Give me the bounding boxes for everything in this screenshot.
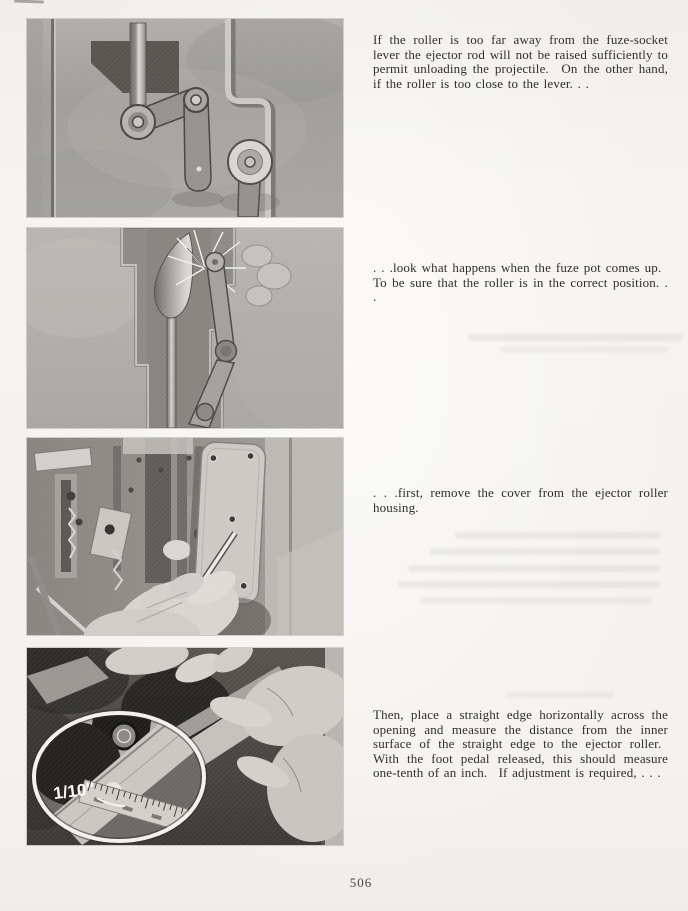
figure-measurement <box>27 648 343 845</box>
print-bleedthrough <box>420 597 652 604</box>
print-bleedthrough <box>468 334 682 341</box>
print-bleedthrough <box>430 548 660 555</box>
caption-remove-cover: . . .first, remove the cover from the ejector roller housing. <box>373 485 668 515</box>
print-bleedthrough <box>398 581 660 588</box>
figure-fuze-pot <box>27 228 343 428</box>
scan-artifact <box>14 0 44 4</box>
print-bleedthrough <box>505 692 615 698</box>
roller-linkage-illustration <box>27 19 343 217</box>
print-bleedthrough <box>455 532 661 539</box>
measurement-photo <box>27 648 343 845</box>
remove-cover-photo <box>27 438 343 635</box>
caption-roller-too-far: If the roller is too far away from the fuze-socket lever the ejector rod will not be raised sufficiently to permit unloading the projectile. On the other hand, if the roller is too close to the lever. . . <box>373 32 668 91</box>
page-number: 506 <box>349 875 373 890</box>
print-bleedthrough <box>408 565 660 572</box>
print-bleedthrough <box>500 346 668 353</box>
fuze-pot-illustration <box>27 228 343 428</box>
figure-roller-linkage <box>27 19 343 217</box>
caption-measure-gap: Then, place a straight edge horizontally across the opening and measure the distance from the inner surface of the straight edge to the ejector roller. With the foot pedal released, this should measure one-tenth of an inch. If adjustment is required, . . . <box>373 707 668 781</box>
figure-remove-cover <box>27 438 343 635</box>
caption-fuze-pot: . . .look what happens when the fuze pot comes up. To be sure that the roller is in the correct position. . . <box>373 260 668 305</box>
